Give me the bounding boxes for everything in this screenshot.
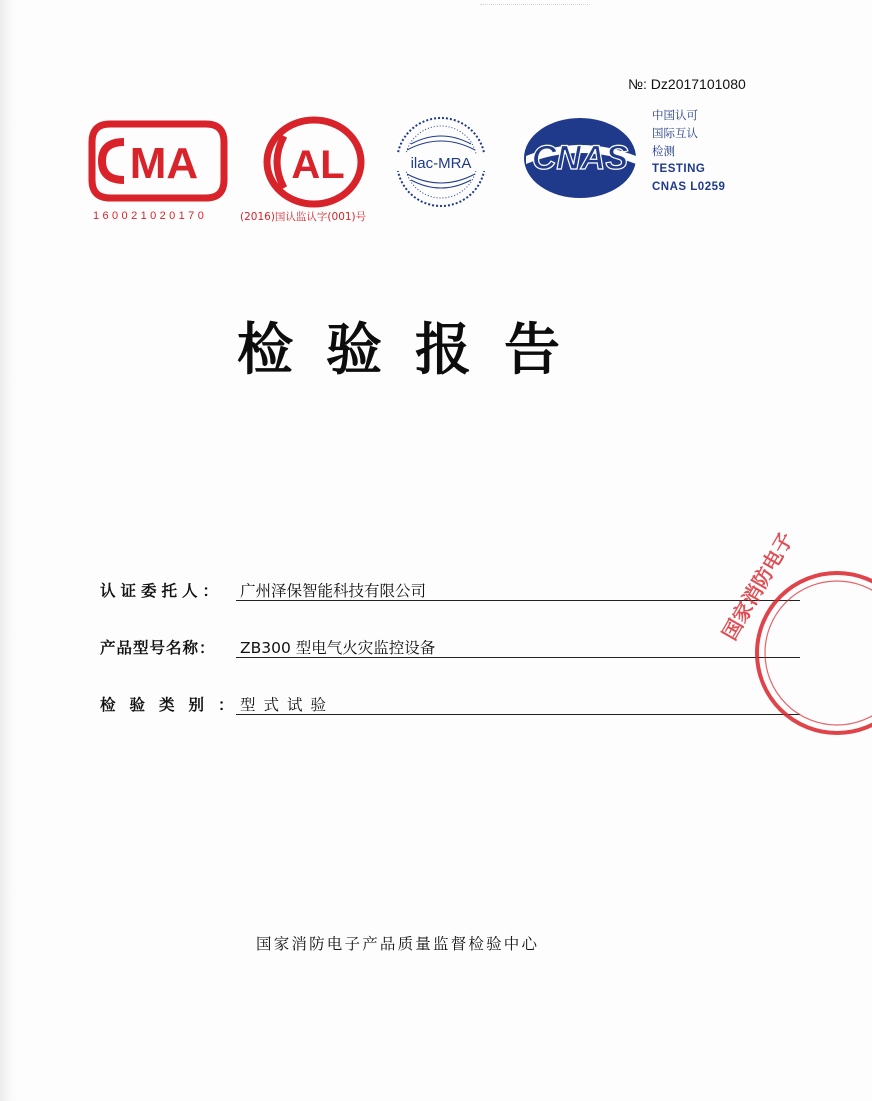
cma-logo <box>88 120 228 202</box>
cnas-line-testing: TESTING <box>652 163 706 175</box>
field-product-underline <box>236 657 800 658</box>
field-client-label: 认证委托人： <box>100 582 224 600</box>
field-client <box>100 579 800 605</box>
cal-logo-text: AL <box>291 143 345 187</box>
cnas-logo-text: CNAS <box>531 139 629 177</box>
ilac-mra-logo <box>393 114 489 210</box>
field-product <box>100 636 800 662</box>
cnas-line-3: 检测 <box>652 144 675 158</box>
field-test-type-value: 型式试验 <box>240 696 335 714</box>
cnas-line-2: 国际互认 <box>652 126 698 140</box>
official-seal <box>717 528 872 738</box>
cnas-line-number: CNAS L0259 <box>652 181 726 193</box>
field-product-label: 产品型号名称： <box>100 639 216 657</box>
seal-text: 国家消防电子 <box>717 528 799 645</box>
field-client-value: 广州泽保智能科技有限公司 <box>240 582 427 600</box>
ilac-mra-text: ilac-MRA <box>410 155 472 172</box>
scan-edge <box>0 0 18 1101</box>
field-product-value: ZB300 型电气火灾监控设备 <box>240 639 436 657</box>
field-test-type <box>100 693 800 719</box>
cnas-line-1: 中国认可 <box>652 108 698 122</box>
scan-artifact <box>480 4 590 15</box>
field-test-type-label: 检验类别： <box>100 696 248 714</box>
issuing-authority: 国家消防电子产品质量监督检验中心 <box>256 935 540 953</box>
cnas-accreditation-text <box>652 106 725 196</box>
cnas-logo <box>520 116 640 200</box>
field-test-type-underline <box>236 714 800 715</box>
field-client-underline <box>236 600 800 601</box>
cal-logo <box>262 116 366 208</box>
document-title: 检验报告 <box>237 318 593 383</box>
cal-certificate-caption: (2016)国认监认字(001)号 <box>240 211 367 223</box>
cma-logo-text: MA <box>129 139 199 188</box>
report-number: №: Dz2017101080 <box>628 76 746 92</box>
cma-certificate-number: 160021020170 <box>93 210 208 222</box>
